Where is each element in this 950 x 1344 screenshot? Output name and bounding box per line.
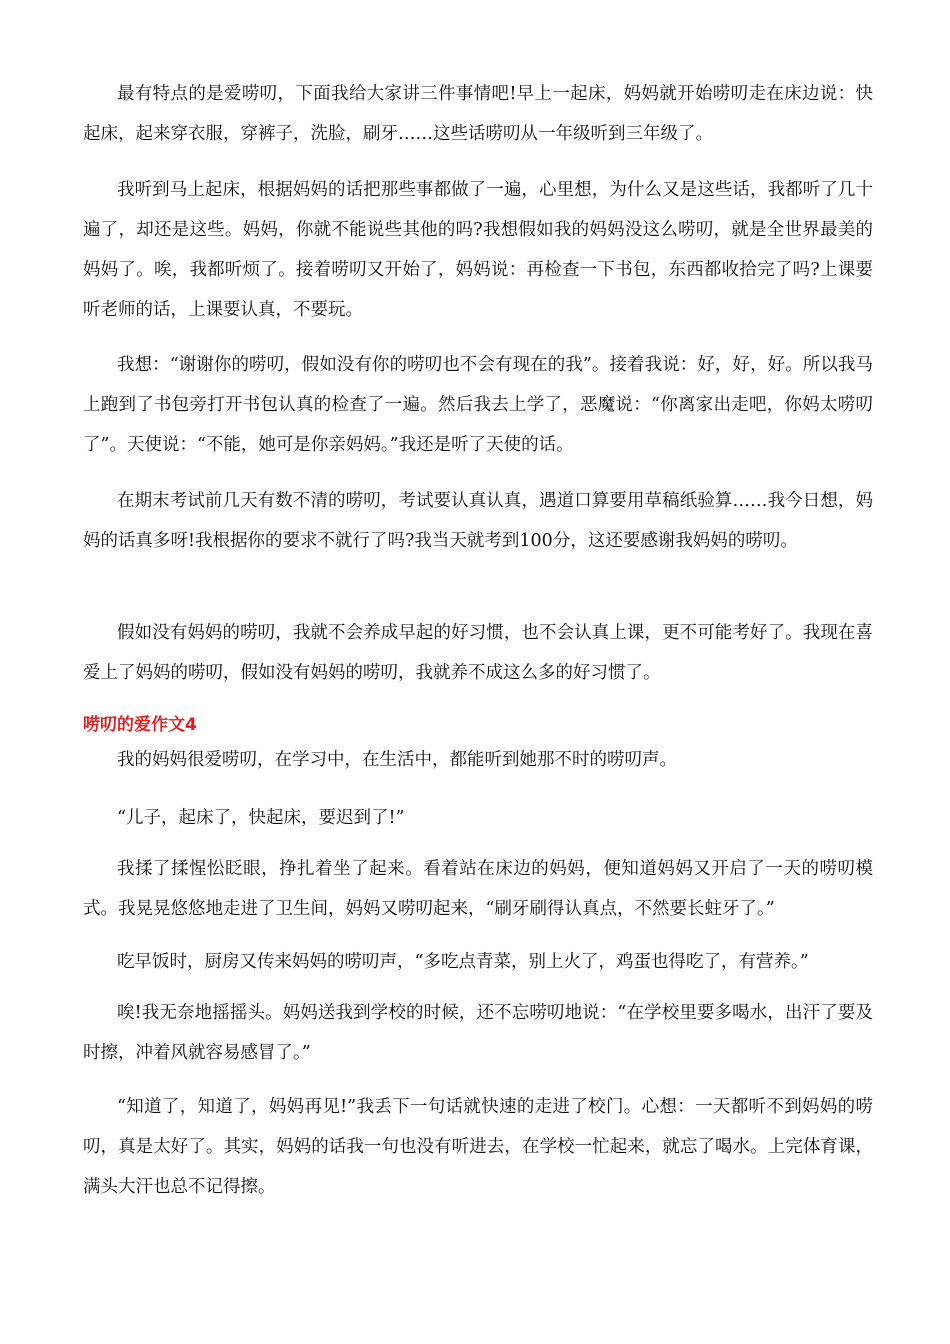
section-title: 唠叨的爱作文4 xyxy=(83,715,197,735)
paragraph: “知道了，知道了，妈妈再见!”我丢下一句话就快速的走进了校门。心想：一天都听不到妈妈的唠叨，真是太好了。其实，妈妈的话我一句也没有听进去，在学校一忙起来，就忘了喝水。上完体育课，满头大汗也总不记得擦。 xyxy=(83,1097,873,1197)
paragraph: 我想：“谢谢你的唠叨，假如没有你的唠叨也不会有现在的我”。接着我说：好，好，好。所以我马上跑到了书包旁打开书包认真的检查了一遍。然后我去上学了，恶魔说：“你离家出走吧，你妈太唠叨了”。天使说：“不能，她可是你亲妈妈。”我还是听了天使的话。 xyxy=(83,355,873,455)
paragraph: 我揉了揉惺忪眨眼，挣扎着坐了起来。看着站在床边的妈妈，便知道妈妈又开启了一天的唠叨模式。我晃晃悠悠地走进了卫生间，妈妈又唠叨起来，“刷牙刷得认真点，不然要长蛀牙了。” xyxy=(83,859,873,919)
paragraph: 唉!我无奈地摇摇头。妈妈送我到学校的时候，还不忘唠叨地说：“在学校里要多喝水，出汗了要及时擦，冲着风就容易感冒了。” xyxy=(83,1003,873,1063)
paragraph: 在期末考试前几天有数不清的唠叨，考试要认真认真，遇道口算要用草稿纸验算……我今日想，妈妈的话真多呀!我根据你的要求不就行了吗?我当天就考到100分，这还要感谢我妈妈的唠叨。 xyxy=(83,491,873,551)
paragraph: 吃早饭时，厨房又传来妈妈的唠叨声，“多吃点青菜，别上火了，鸡蛋也得吃了，有营养。” xyxy=(117,952,809,972)
paragraph: 最有特点的是爱唠叨，下面我给大家讲三件事情吧!早上一起床，妈妈就开始唠叨走在床边说：快起床，起来穿衣服，穿裤子，洗脸，刷牙……这些话唠叨从一年级听到三年级了。 xyxy=(83,84,873,144)
paragraph: “儿子，起床了，快起床，要迟到了!” xyxy=(117,808,405,828)
paragraph: 我听到马上起床，根据妈妈的话把那些事都做了一遍，心里想，为什么又是这些话，我都听了几十遍了，却还是这些。妈妈，你就不能说些其他的吗?我想假如我的妈妈没这么唠叨，就是全世界最美的妈妈了。唉，我都听烦了。接着唠叨又开始了，妈妈说：再检查一下书包，东西都收拾完了吗?上课要听老师的话，上课要认真，不要玩。 xyxy=(83,180,873,320)
paragraph: 我的妈妈很爱唠叨，在学习中，在生活中，都能听到她那不时的唠叨声。 xyxy=(117,750,677,770)
paragraph: 假如没有妈妈的唠叨，我就不会养成早起的好习惯，也不会认真上课，更不可能考好了。我现在喜爱上了妈妈的唠叨，假如没有妈妈的唠叨，我就养不成这么多的好习惯了。 xyxy=(83,623,873,683)
